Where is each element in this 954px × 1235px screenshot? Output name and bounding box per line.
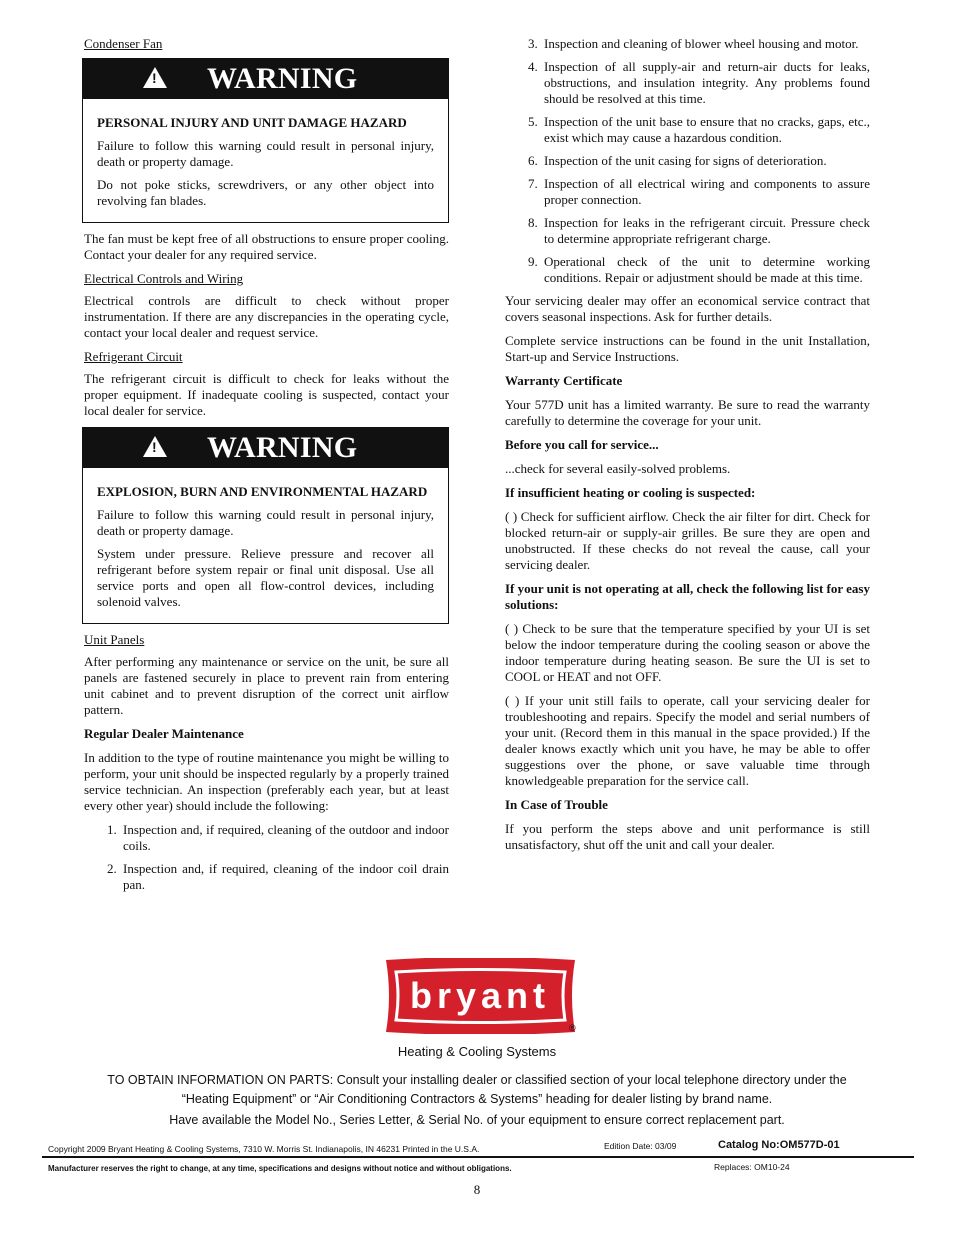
paragraph: If you perform the steps above and unit performance is still unsatisfactory, shut off the unit and call your dealer.: [505, 821, 870, 852]
maintenance-list-continued: [505, 36, 870, 286]
warning-body: [83, 99, 448, 222]
section-heading-not-operating: If your unit is not operating at all, check the following list for easy solutions:: [505, 581, 870, 612]
paragraph: The fan must be kept free of all obstructions to ensure proper cooling. Contact your dealer for any required service.: [84, 231, 449, 262]
warning-text: Failure to follow this warning could result in personal injury, death or property damage.: [97, 507, 434, 538]
list-item: 7. Inspection of all electrical wiring and components to assure proper connection.: [528, 176, 870, 207]
parts-info-line: “Heating Equipment” or “Air Conditioning Contractors & Systems” heading for dealer listing by brand name.: [181, 1092, 773, 1106]
paragraph: Your servicing dealer may offer an economical service contract that covers seasonal inspections. Ask for further details.: [505, 293, 870, 324]
section-heading-panels: Unit Panels: [84, 632, 145, 647]
warning-box-explosion: [82, 427, 449, 624]
registered-mark: ®: [569, 1023, 576, 1033]
paragraph: ...check for several easily-solved problems.: [505, 461, 731, 476]
list-item: 6. Inspection of the unit casing for signs of deterioration.: [528, 153, 827, 168]
footer-divider: [42, 1156, 914, 1158]
list-item: 9. Operational check of the unit to determine working conditions. Repair or adjustment should be made at this time.: [528, 254, 870, 285]
warning-triangle-icon: !: [143, 67, 167, 88]
maintenance-list: [84, 822, 449, 893]
warning-hazard-heading: PERSONAL INJURY AND UNIT DAMAGE HAZARD: [97, 115, 407, 130]
right-column: [505, 36, 870, 861]
section-heading-electrical: Electrical Controls and Wiring: [84, 271, 244, 286]
paragraph: After performing any maintenance or service on the unit, be sure all panels are fastened securely in place to prevent rain from entering unit cabinet and to prevent disruption of the correct unit airflow pattern.: [84, 654, 449, 717]
warning-title: WARNING: [207, 62, 358, 95]
copyright: Copyright 2009 Bryant Heating & Cooling Systems, 7310 W. Morris St. Indianapolis, IN 46231 Printed in the U.S.A.: [48, 1144, 480, 1154]
parts-info-line: Have available the Model No., Series Letter, & Serial No. of your equipment to ensure correct replacement part.: [169, 1113, 785, 1127]
warning-body: [83, 468, 448, 623]
warning-title: WARNING: [207, 431, 358, 464]
paragraph: ( ) Check to be sure that the temperature specified by your UI is set below the indoor temperature during the cooling season or above the indoor temperature during heating season. Be sure the UI is set to COOL or HEAT and not OFF.: [505, 621, 870, 684]
logo-text: bryant: [409, 975, 551, 1016]
warning-box-fan: [82, 58, 449, 223]
warning-triangle-icon: !: [143, 436, 167, 457]
edition-date: Edition Date: 03/09: [604, 1141, 677, 1151]
section-heading-maintenance: Regular Dealer Maintenance: [84, 726, 244, 741]
warning-text: System under pressure. Relieve pressure and recover all refrigerant before system repair or final unit disposal. Use all service ports and open all flow-control devices, including solenoid valves.: [97, 546, 434, 609]
list-item: 4. Inspection of all supply-air and return-air ducts for leaks, obstructions, and insulation integrity. Any problems found should be resolved at this time.: [528, 59, 870, 106]
paragraph: Your 577D unit has a limited warranty. Be sure to read the warranty carefully to determine the coverage for your unit.: [505, 397, 870, 428]
left-column: [84, 36, 449, 900]
parts-info-line: TO OBTAIN INFORMATION ON PARTS: Consult your installing dealer or classified section of your local telephone directory under the: [107, 1073, 847, 1087]
manufacturer-note: Manufacturer reserves the right to change, at any time, specifications and designs without notice and without obligations.: [48, 1164, 512, 1173]
warning-hazard-heading: EXPLOSION, BURN AND ENVIRONMENTAL HAZARD: [97, 484, 428, 499]
replaces: Replaces: OM10-24: [714, 1162, 790, 1172]
paragraph: The refrigerant circuit is difficult to check for leaks without the proper equipment. If inadequate cooling is suspected, contact your local dealer for service.: [84, 371, 449, 418]
tagline: Heating & Cooling Systems: [397, 1044, 557, 1059]
section-heading-insufficient: If insufficient heating or cooling is suspected:: [505, 485, 756, 500]
list-item: 1. Inspection and, if required, cleaning of the outdoor and indoor coils.: [107, 822, 449, 853]
warning-text: Do not poke sticks, screwdrivers, or any other object into revolving fan blades.: [97, 177, 434, 208]
paragraph: Electrical controls are difficult to check without proper instrumentation. If there are any discrepancies in the operating cycle, contact your local dealer and request service.: [84, 293, 449, 340]
section-heading-warranty: Warranty Certificate: [505, 373, 623, 388]
list-item: 3. Inspection and cleaning of blower wheel housing and motor.: [528, 36, 859, 51]
bryant-logo: [384, 958, 577, 1034]
section-heading-trouble: In Case of Trouble: [505, 797, 608, 812]
warning-header: [83, 428, 448, 468]
catalog-number: Catalog No:OM577D-01: [718, 1139, 840, 1151]
paragraph: Complete service instructions can be found in the unit Installation, Start-up and Service Instructions.: [505, 333, 870, 364]
paragraph: ( ) Check for sufficient airflow. Check the air filter for dirt. Check for blocked return-air or supply-air grilles. Be sure they are open and unobstructed. If these checks do not reveal the cause, call your servicing dealer.: [505, 509, 870, 572]
section-heading-refrigerant: Refrigerant Circuit: [84, 349, 183, 364]
list-item: 2. Inspection and, if required, cleaning of the indoor coil drain pan.: [107, 861, 449, 892]
page-number: 8: [473, 1182, 481, 1197]
paragraph: ( ) If your unit still fails to operate, call your servicing dealer for troubleshooting and repairs. Specify the model and serial numbers of your unit. (Record them in this manual in the space provided.) If the dealer knows exactly which unit you have, he may be able to offer suggestions over the phone, or save valuable time through knowledgeable preparation for the service call.: [505, 693, 870, 788]
warning-text: Failure to follow this warning could result in personal injury, death or property damage.: [97, 138, 434, 169]
section-heading-before-service: Before you call for service...: [505, 437, 659, 452]
section-heading-condenser-fan: Condenser Fan: [84, 36, 163, 51]
warning-header: [83, 59, 448, 99]
list-item: 5. Inspection of the unit base to ensure that no cracks, gaps, etc., exist which may cause a hazardous condition.: [528, 114, 870, 145]
list-item: 8. Inspection for leaks in the refrigerant circuit. Pressure check to determine appropriate refrigerant charge.: [528, 215, 870, 246]
paragraph: In addition to the type of routine maintenance you might be willing to perform, your unit should be inspected regularly by a properly trained service technician. An inspection (preferably each year, but at least every other year) should include the following:: [84, 750, 449, 813]
